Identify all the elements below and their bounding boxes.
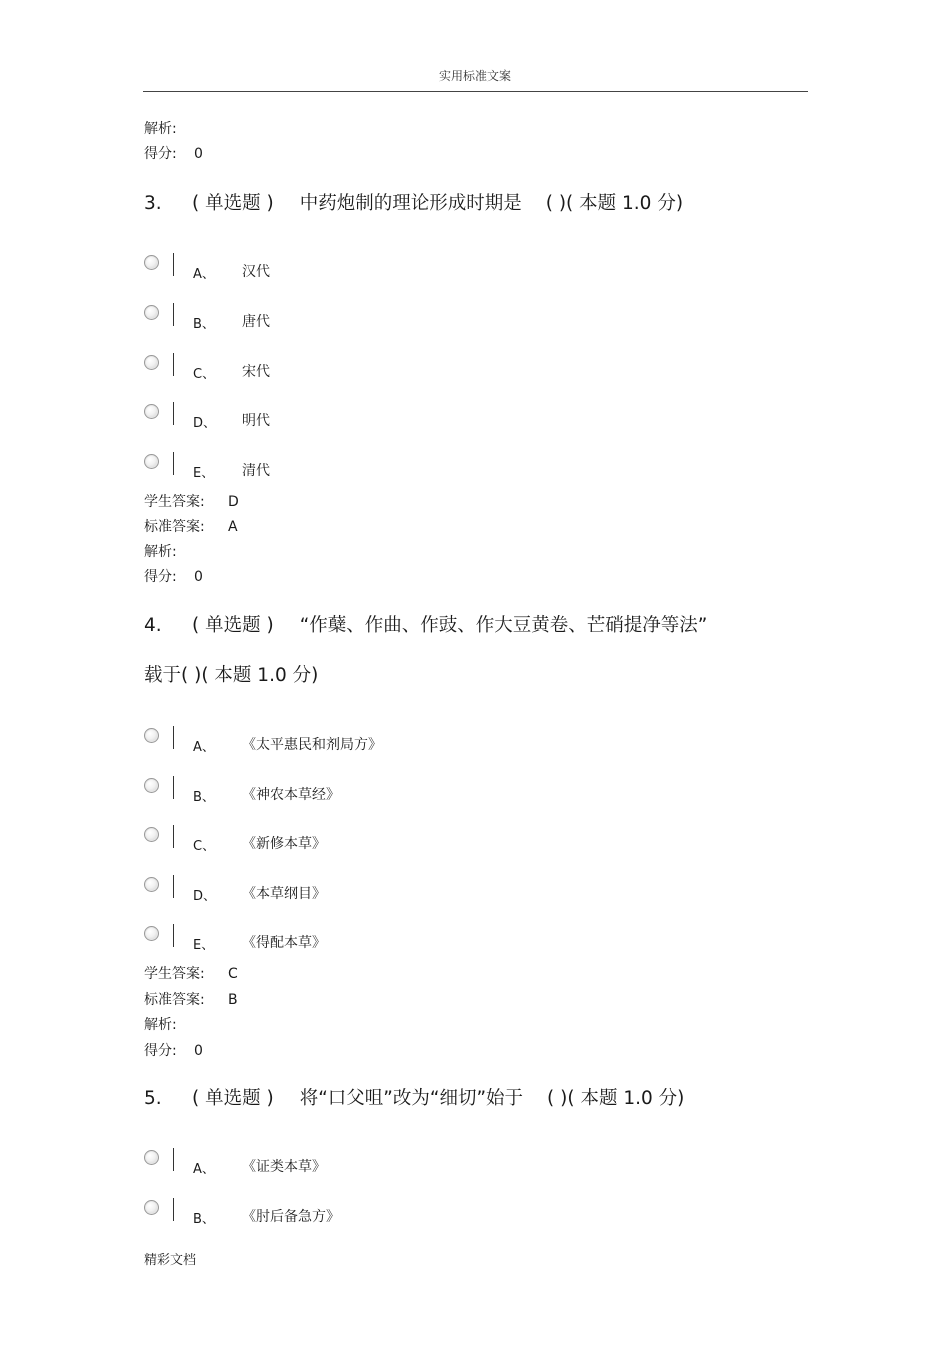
analysis-label: 解析: <box>144 544 177 560</box>
option-key: A、 <box>193 267 215 282</box>
radio-button[interactable] <box>144 1200 159 1215</box>
question-4-stem-continued <box>144 664 318 688</box>
option-divider <box>173 924 174 947</box>
q3-standard-answer <box>144 518 238 536</box>
question-type: ( 单选题 ) <box>192 1088 274 1109</box>
header-divider <box>143 91 808 92</box>
student-answer-value: C <box>228 966 238 982</box>
option-divider <box>173 1198 174 1221</box>
option-text: 《得配本草》 <box>242 935 326 951</box>
option-key: C、 <box>193 367 216 382</box>
radio-button[interactable] <box>144 255 159 270</box>
score-value: 0 <box>194 1043 203 1059</box>
option-text: 汉代 <box>242 264 270 280</box>
question-type: ( 单选题 ) <box>192 615 274 636</box>
option-divider <box>173 776 174 799</box>
radio-button[interactable] <box>144 926 159 941</box>
page-footer-note: 精彩文档 <box>144 1253 197 1268</box>
option-text: 唐代 <box>242 314 270 330</box>
prev-score <box>144 145 203 163</box>
q3-student-answer <box>144 493 239 511</box>
standard-answer-label: 标准答案: <box>144 519 205 535</box>
option-text: 《肘后备急方》 <box>242 1209 340 1225</box>
option-text: 《证类本草》 <box>242 1159 326 1175</box>
option-key: A、 <box>193 740 215 755</box>
option-key: B、 <box>193 317 215 332</box>
q3-score <box>144 568 203 586</box>
score-label: 得分: <box>144 569 177 585</box>
score-label: 得分: <box>144 146 177 162</box>
option-text: 明代 <box>242 413 270 429</box>
question-5-stem <box>144 1087 684 1111</box>
option-divider <box>173 1148 174 1171</box>
student-answer-label: 学生答案: <box>144 966 205 982</box>
question-text: “作蘖、作曲、作豉、作大豆黄卷、芒硝提净等法” <box>299 615 708 636</box>
option-key: B、 <box>193 1212 215 1227</box>
standard-answer-label: 标准答案: <box>144 992 205 1008</box>
option-divider <box>173 402 174 425</box>
standard-answer-value: A <box>228 519 238 535</box>
option-key: B、 <box>193 790 215 805</box>
question-type: ( 单选题 ) <box>192 193 274 214</box>
radio-button[interactable] <box>144 305 159 320</box>
q4-standard-answer <box>144 991 238 1009</box>
question-text-continued: 载于( )( 本题 1.0 分) <box>144 665 319 686</box>
score-value: 0 <box>194 146 203 162</box>
option-divider <box>173 452 174 475</box>
page-header-title: 实用标准文案 <box>438 69 511 83</box>
question-number: 4. <box>144 615 162 636</box>
q4-student-answer <box>144 965 238 983</box>
radio-button[interactable] <box>144 877 159 892</box>
question-meta: ( )( 本题 1.0 分) <box>547 1088 685 1109</box>
analysis-label: 解析: <box>144 1017 177 1033</box>
option-divider <box>173 353 174 376</box>
option-divider <box>173 875 174 898</box>
question-4-stem <box>144 614 707 638</box>
option-key: E、 <box>193 938 215 953</box>
score-value: 0 <box>194 569 203 585</box>
option-text: 宋代 <box>242 364 270 380</box>
question-meta: ( )( 本题 1.0 分) <box>545 193 684 214</box>
option-key: D、 <box>193 889 217 904</box>
option-text: 《新修本草》 <box>242 836 326 852</box>
student-answer-label: 学生答案: <box>144 494 205 510</box>
option-text: 《太平惠民和剂局方》 <box>242 737 382 753</box>
standard-answer-value: B <box>228 992 238 1008</box>
option-key: A、 <box>193 1162 215 1177</box>
q3-analysis <box>144 543 177 561</box>
question-number: 5. <box>144 1088 162 1109</box>
question-3-stem <box>144 192 683 216</box>
option-text: 《本草纲目》 <box>242 886 326 902</box>
radio-button[interactable] <box>144 728 159 743</box>
question-text: 将“口父咀”改为“细切”始于 <box>299 1088 524 1109</box>
option-text: 清代 <box>242 463 270 479</box>
option-key: C、 <box>193 839 216 854</box>
option-divider <box>173 303 174 326</box>
radio-button[interactable] <box>144 454 159 469</box>
radio-button[interactable] <box>144 355 159 370</box>
question-text: 中药炮制的理论形成时期是 <box>299 193 522 214</box>
score-label: 得分: <box>144 1043 177 1059</box>
q4-analysis <box>144 1016 177 1034</box>
radio-button[interactable] <box>144 1150 159 1165</box>
student-answer-value: D <box>228 494 239 510</box>
analysis-label: 解析: <box>144 121 177 137</box>
question-number: 3. <box>144 193 162 214</box>
option-divider <box>173 825 174 848</box>
option-text: 《神农本草经》 <box>242 787 340 803</box>
option-divider <box>173 726 174 749</box>
option-key: D、 <box>193 416 217 431</box>
radio-button[interactable] <box>144 778 159 793</box>
radio-button[interactable] <box>144 827 159 842</box>
radio-button[interactable] <box>144 404 159 419</box>
prev-analysis <box>144 120 177 138</box>
option-divider <box>173 253 174 276</box>
q4-score <box>144 1042 203 1060</box>
option-key: E、 <box>193 466 215 481</box>
